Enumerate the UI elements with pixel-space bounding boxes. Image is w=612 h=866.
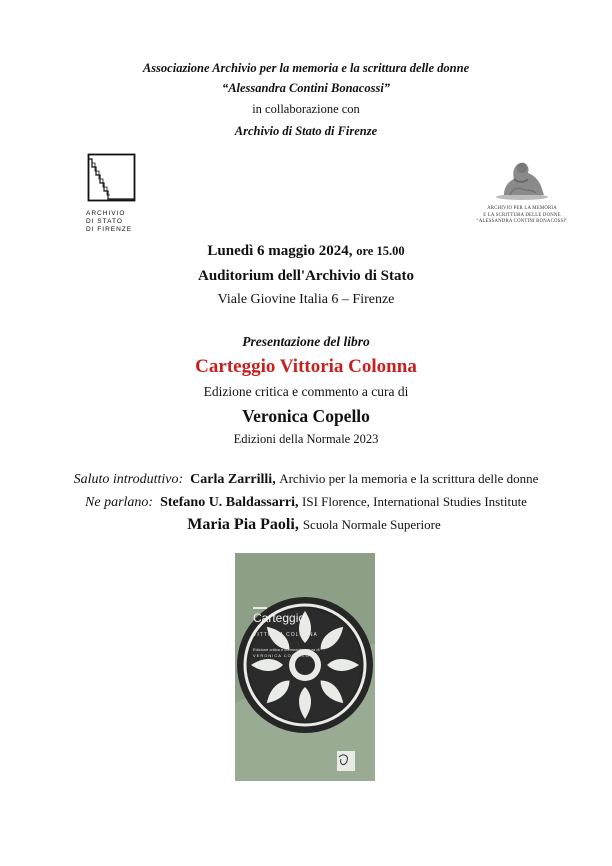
panel-line-2 (0, 516, 612, 534)
panel1-name: Stefano U. Baldassarri, (160, 495, 299, 510)
logo-left-line3: DI FIRENZE (86, 226, 133, 233)
panel2-name: Maria Pia Paoli, (187, 516, 299, 533)
event-address: Viale Giovine Italia 6 – Firenze (217, 292, 395, 307)
logo-left-line1: ARCHIVIO (86, 210, 126, 217)
cover-title: Carteggio (253, 611, 306, 625)
cover-editor: VERONICA COPELLO (253, 653, 310, 658)
statue-icon (492, 155, 552, 201)
panel2-affiliation: Scuola Normale Superiore (302, 517, 441, 532)
header-association: Associazione Archivio per la memoria e la scrittura delle donne (142, 61, 470, 75)
book-edition: Edizione critica e commento a cura di (203, 384, 409, 399)
cover-author: VITTORIA COLONNA (253, 632, 318, 638)
archivio-stato-logo (86, 153, 146, 233)
welcome-name: Carla Zarrilli, (190, 472, 276, 487)
panel1-affiliation: ISI Florence, International Studies Institute (302, 494, 527, 509)
book-cover-art (235, 553, 375, 781)
book-intro: Presentazione del libro (242, 334, 370, 349)
event-venue: Auditorium dell'Archivio di Stato (198, 268, 414, 284)
archivio-stato-logo-icon (86, 153, 146, 205)
panel-line-1 (0, 494, 612, 511)
book-editor: Veronica Copello (242, 406, 370, 426)
welcome-label: Saluto introduttivo: (73, 472, 184, 487)
event-time: ore 15.00 (356, 244, 405, 258)
book-publisher: Edizioni della Normale 2023 (233, 432, 379, 446)
welcome-line (0, 471, 612, 488)
welcome-affiliation: Archivio per la memoria e la scrittura delle donne (279, 471, 539, 486)
header-collaboration: in collaborazione con (252, 102, 360, 116)
logo-right-line1: ARCHIVIO PER LA MEMORIA (487, 206, 557, 211)
header-archive: Archivio di Stato di Firenze (234, 124, 378, 138)
event-date-line (0, 243, 612, 260)
archivio-memoria-logo (470, 155, 574, 235)
event-date: Lunedì 6 maggio 2024, (207, 243, 353, 259)
logo-right-line3: “ALESSANDRA CONTINI BONACOSSI” (476, 219, 568, 224)
book-cover (235, 553, 375, 781)
panel-label: Ne parlano: (85, 495, 154, 510)
header-association-name: “Alessandra Contini Bonacossi” (221, 81, 391, 95)
logo-right-line2: E LA SCRITTURA DELLE DONNE (483, 212, 561, 218)
book-title: Carteggio Vittoria Colonna (195, 356, 417, 377)
cover-edition: Edizione critica e commento a cura di (253, 647, 320, 652)
logo-left-line2: DI STATO (86, 218, 123, 225)
